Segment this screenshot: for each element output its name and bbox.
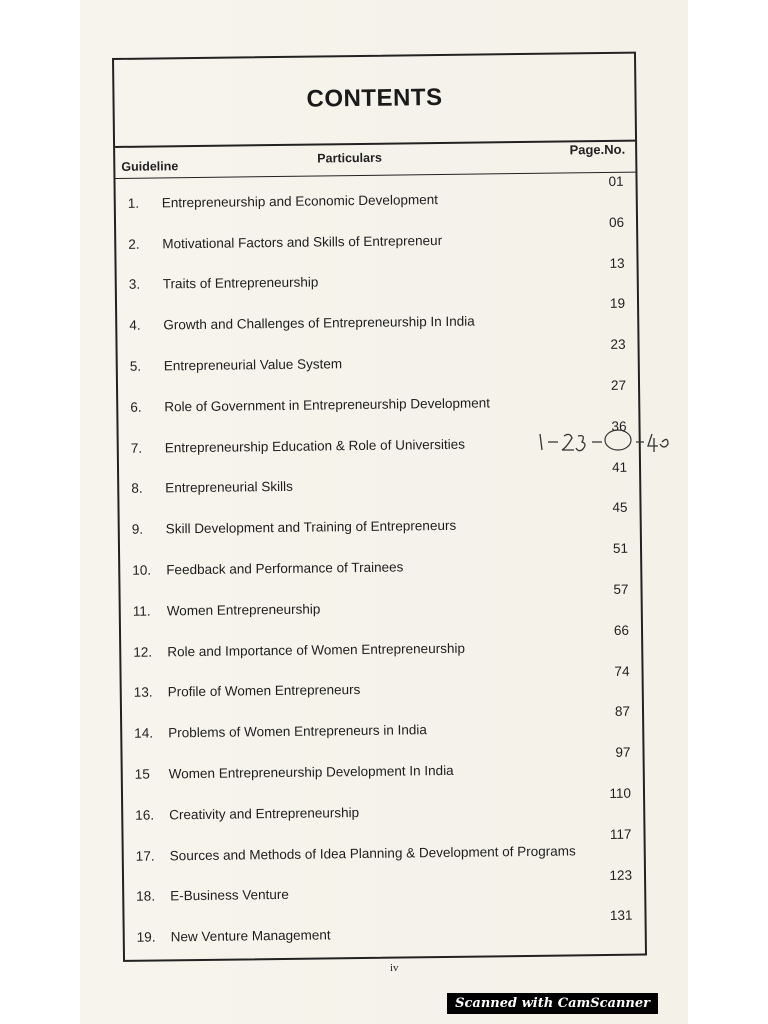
entry-page: 74	[614, 663, 630, 679]
toc-entry	[119, 457, 639, 504]
header-rule-top	[115, 140, 635, 148]
entry-topic: Sources and Methods of Idea Planning & Development of Programs	[169, 842, 576, 863]
entry-topic: Motivational Factors and Skills of Entrepreneur	[162, 232, 443, 251]
entry-number: 10.	[132, 562, 152, 578]
entry-page: 66	[613, 622, 630, 638]
toc-entry	[124, 865, 644, 912]
entry-page: 19	[609, 296, 626, 312]
toc-entry	[116, 253, 636, 300]
toc-entry	[117, 335, 637, 382]
entry-page: 117	[609, 826, 632, 842]
entry-page: 23	[610, 336, 626, 353]
entry-number: 3.	[128, 277, 141, 293]
column-header-particulars: Particulars	[317, 150, 382, 166]
entry-topic: Entrepreneurial Skills	[165, 479, 293, 496]
entry-topic: Feedback and Performance of Trainees	[166, 559, 404, 578]
entry-topic: Traits of Entrepreneurship	[162, 274, 319, 292]
entry-topic: Entrepreneurship and Economic Development	[161, 191, 439, 211]
entry-topic: Women Entrepreneurship	[166, 601, 321, 619]
entry-page: 01	[608, 173, 624, 189]
toc-entry	[121, 661, 641, 708]
entry-number: 16.	[135, 807, 155, 823]
toc-entry	[119, 498, 639, 545]
entry-topic: Creativity and Entrepreneurship	[169, 804, 360, 823]
entry-number: 8.	[131, 481, 143, 497]
entry-topic: New Venture Management	[170, 927, 331, 945]
column-header-guideline: Guideline	[121, 159, 179, 174]
scanner-watermark: Scanned with CamScanner	[447, 993, 658, 1014]
toc-entry	[122, 702, 642, 749]
entry-topic: Role of Government in Entrepreneurship Development	[164, 395, 491, 415]
toc-entry	[118, 376, 638, 423]
toc-entry	[117, 294, 637, 341]
toc-entry	[123, 784, 643, 831]
toc-entry	[116, 212, 636, 259]
entry-page: 06	[608, 214, 625, 230]
entry-page: 13	[609, 255, 625, 271]
toc-entry	[123, 824, 643, 871]
page-number-footer: iv	[390, 962, 399, 974]
entry-number: 7.	[130, 440, 143, 456]
toc-entry	[115, 172, 635, 219]
entry-page: 51	[612, 540, 629, 557]
entry-topic: Role and Importance of Women Entrepreneurship	[167, 640, 465, 659]
entry-number: 2.	[128, 236, 140, 252]
entry-topic: Entrepreneurial Value System	[163, 356, 343, 374]
column-header-page-no: Page.No.	[569, 141, 626, 158]
entry-page: 131	[609, 908, 633, 924]
entry-page: 57	[613, 581, 629, 597]
entry-topic: E-Business Venture	[170, 887, 289, 904]
toc-entry	[122, 743, 642, 790]
entry-number: 1.	[127, 195, 140, 211]
entry-number: 15	[134, 766, 150, 782]
entry-number: 5.	[129, 358, 142, 374]
entry-topic: Problems of Women Entrepreneurs in India	[168, 722, 427, 741]
entry-page: 27	[610, 377, 627, 393]
entry-number: 11.	[132, 603, 151, 619]
toc-entry	[120, 580, 640, 627]
entry-number: 4.	[129, 317, 141, 333]
entry-number: 19.	[136, 929, 156, 945]
entry-page: 97	[615, 744, 631, 761]
entry-number: 17.	[135, 848, 155, 864]
entry-page: 123	[609, 867, 633, 883]
toc-entry	[120, 539, 640, 586]
entry-number: 14.	[134, 725, 154, 741]
entry-number: 18.	[136, 888, 156, 905]
entry-number: 12.	[133, 644, 153, 660]
entry-topic: Women Entrepreneurship Development In India	[168, 762, 454, 782]
entry-number: 6.	[130, 399, 142, 415]
entry-page: 36	[611, 418, 627, 434]
page-title: CONTENTS	[306, 83, 443, 113]
entry-topic: Skill Development and Training of Entrepreneurs	[165, 518, 457, 537]
entry-topic: Growth and Challenges of Entrepreneurship In India	[163, 313, 475, 333]
entry-page: 45	[612, 500, 628, 516]
entry-page: 41	[611, 459, 628, 475]
entry-number: 13.	[133, 684, 153, 701]
entry-topic: Entrepreneurship Education & Role of Universities	[164, 436, 466, 455]
entry-page: 87	[614, 704, 631, 720]
toc-entry	[124, 906, 644, 953]
entry-page: 110	[609, 785, 632, 801]
contents-table	[112, 52, 647, 962]
entry-topic: Profile of Women Entrepreneurs	[167, 682, 361, 700]
entries-list	[115, 172, 644, 953]
entry-number: 9.	[131, 521, 144, 537]
handwritten-note	[536, 428, 672, 456]
toc-entry	[121, 620, 641, 667]
